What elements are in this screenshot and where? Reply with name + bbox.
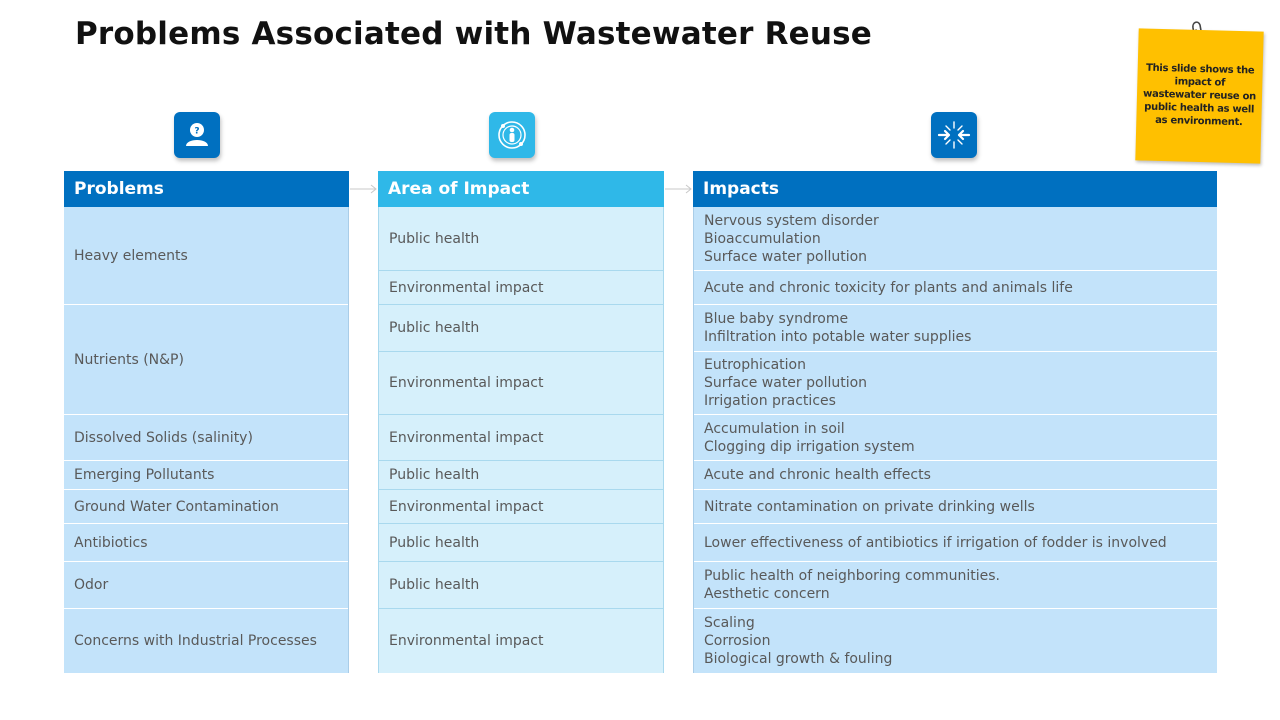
area-cell: Environmental impact bbox=[379, 415, 663, 461]
area-cell: Environmental impact bbox=[379, 490, 663, 524]
area-cell: Public health bbox=[379, 461, 663, 490]
problem-cell: Antibiotics bbox=[64, 524, 348, 562]
arrow-right-icon bbox=[664, 181, 694, 197]
impact-cell: Acute and chronic toxicity for plants and animals life bbox=[694, 271, 1217, 305]
impacts-column bbox=[693, 171, 1217, 673]
area-cell: Public health bbox=[379, 562, 663, 609]
problem-cell: Dissolved Solids (salinity) bbox=[64, 415, 348, 461]
impact-arrows-icon bbox=[931, 112, 977, 158]
impact-cell: Nervous system disorder Bioaccumulation Surface water pollution bbox=[694, 207, 1217, 271]
problem-cell: Odor bbox=[64, 562, 348, 609]
problem-cell: Ground Water Contamination bbox=[64, 490, 348, 524]
person-question-icon bbox=[174, 112, 220, 158]
arrow-right-icon bbox=[349, 181, 379, 197]
area-cell: Public health bbox=[379, 207, 663, 271]
area-header: Area of Impact bbox=[378, 171, 664, 207]
impact-cell: Lower effectiveness of antibiotics if irrigation of fodder is involved bbox=[694, 524, 1217, 562]
impact-cell: Public health of neighboring communities. Aesthetic concern bbox=[694, 562, 1217, 609]
impact-cell: Nitrate contamination on private drinking wells bbox=[694, 490, 1217, 524]
person-target-icon bbox=[489, 112, 535, 158]
problem-cell: Concerns with Industrial Processes bbox=[64, 609, 348, 673]
area-cell: Environmental impact bbox=[379, 609, 663, 673]
problems-column bbox=[64, 171, 349, 673]
problem-cell: Nutrients (N&P) bbox=[64, 305, 348, 415]
impact-cell: Scaling Corrosion Biological growth & fouling bbox=[694, 609, 1217, 673]
sticky-note bbox=[1135, 28, 1263, 163]
svg-text:?: ? bbox=[194, 126, 200, 137]
problem-cell: Heavy elements bbox=[64, 207, 348, 305]
problem-cell: Emerging Pollutants bbox=[64, 461, 348, 490]
area-cell: Public health bbox=[379, 305, 663, 352]
impact-cell: Accumulation in soil Clogging dip irrigation system bbox=[694, 415, 1217, 461]
page-title: Problems Associated with Wastewater Reuse bbox=[75, 16, 873, 52]
impact-cell: Eutrophication Surface water pollution Irrigation practices bbox=[694, 352, 1217, 415]
area-column bbox=[378, 171, 664, 673]
impact-cell: Blue baby syndrome Infiltration into potable water supplies bbox=[694, 305, 1217, 352]
impact-cell: Acute and chronic health effects bbox=[694, 461, 1217, 490]
problems-header: Problems bbox=[64, 171, 349, 207]
area-cell: Public health bbox=[379, 524, 663, 562]
impacts-header: Impacts bbox=[693, 171, 1217, 207]
sticky-note-text: This slide shows the impact of wastewater reuse on public health as well as environment. bbox=[1142, 62, 1257, 129]
area-cell: Environmental impact bbox=[379, 271, 663, 305]
area-cell: Environmental impact bbox=[379, 352, 663, 415]
